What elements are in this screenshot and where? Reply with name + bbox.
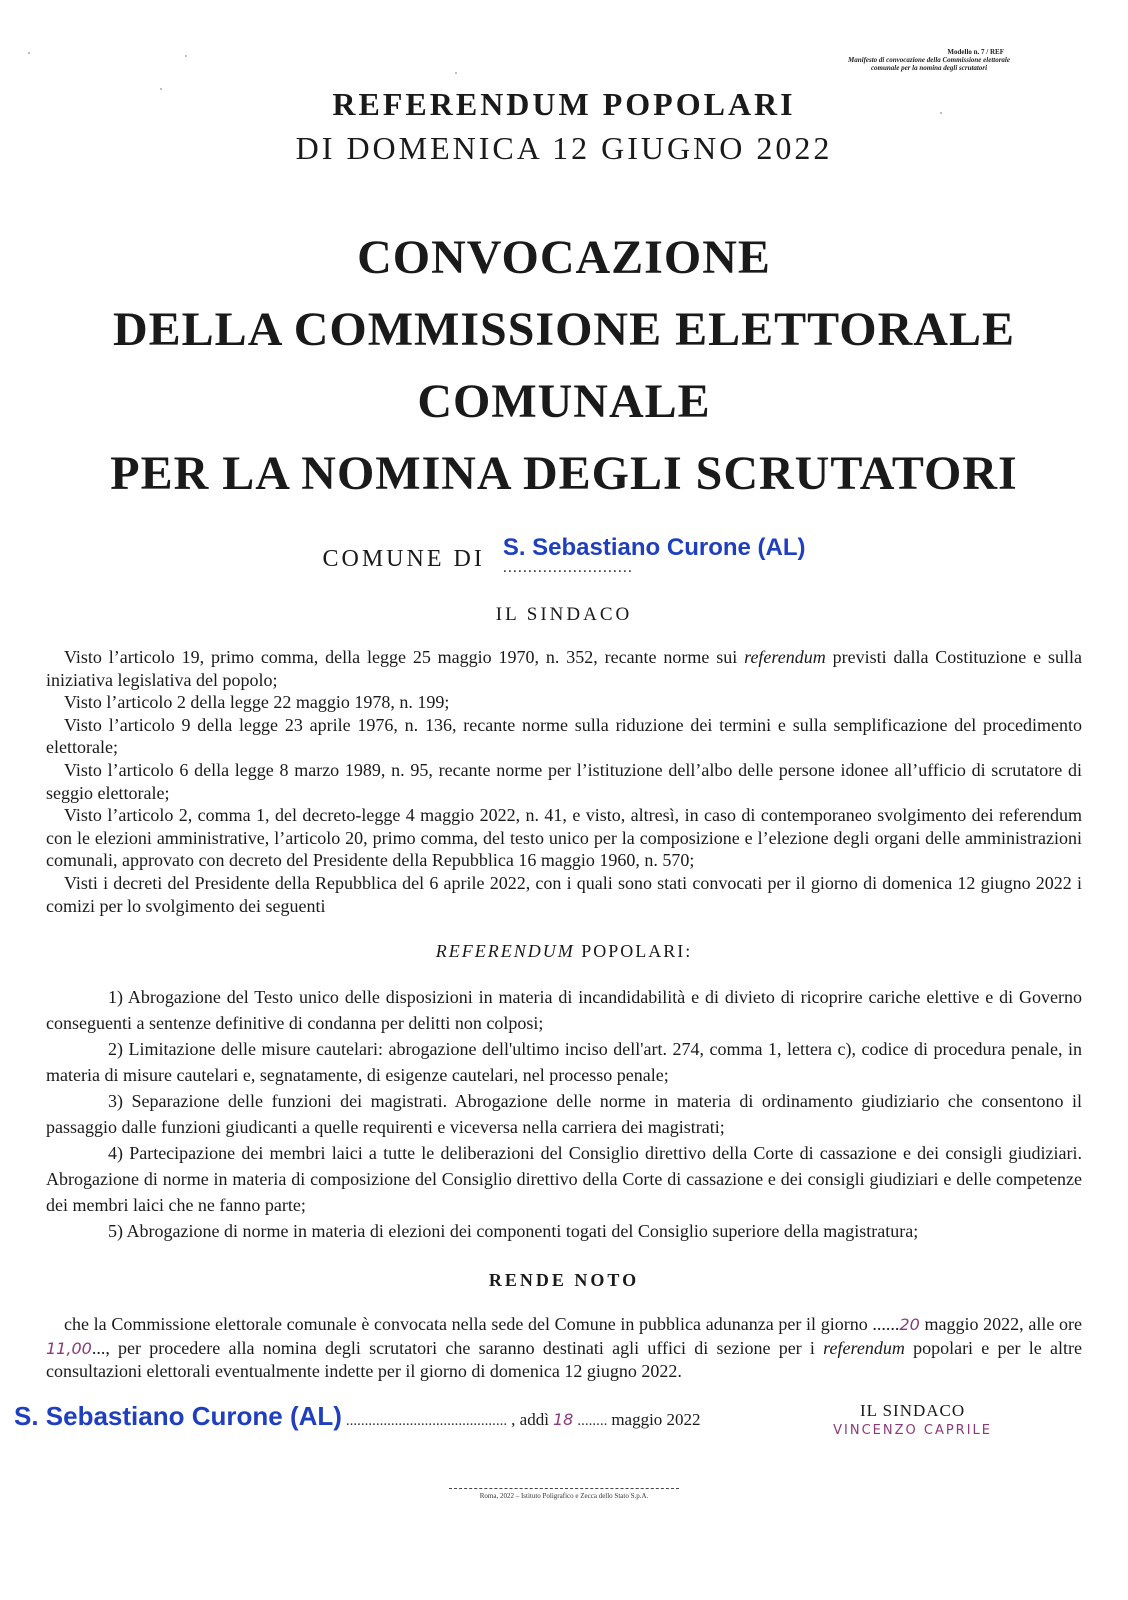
preamble-item: Visto l’articolo 6 della legge 8 marzo 1989, n. 95, recante norme per l’istituzione dell’albo delle persone idonee all’ufficio di scrutatore di seggio elettorale; — [46, 759, 1082, 803]
handwritten-signature-day: 18 — [552, 1409, 574, 1429]
scan-speck — [455, 72, 457, 74]
day-dots: ........ — [577, 1412, 608, 1429]
footer-divider — [449, 1488, 679, 1489]
model-number: Modello n. 7 / REF — [947, 48, 1004, 56]
preamble — [46, 646, 1082, 917]
addi-label: , addì — [511, 1409, 549, 1429]
place-dots: ........................................... — [345, 1412, 508, 1429]
model-description-2: comunale per la nomina degli scrutatori — [870, 64, 988, 72]
handwritten-day: 20 — [899, 1315, 920, 1335]
preamble-item: Visto l’articolo 2, comma 1, del decreto-legge 4 maggio 2022, n. 41, e visto, altresì, in caso di contemporaneo svolgimento dei referendum con le elezioni amministrative, l’articolo 20, primo comma, del testo unico per la composizione e l’elezione degli organi delle amministrazioni comunali, approvato con decreto del Presidente della Repubblica 16 maggio 1960, n. 570; — [46, 805, 1082, 871]
comune-row — [46, 534, 1082, 574]
signature-block — [833, 1401, 992, 1438]
comune-dots: .......................... — [502, 559, 633, 576]
title-line-3: PER LA NOMINA DEGLI SCRUTATORI — [110, 447, 1018, 500]
footer-imprint: Roma, 2022 – Istituto Poligrafico e Zecca dello Stato S.p.A. — [479, 1491, 649, 1500]
referendum-item: 3) Separazione delle funzioni dei magistrati. Abrogazione delle norme in materia di ordinamento giudiziario che consentono il passaggio dalle funzioni giudicanti a quelle requirenti e viceversa nella carriera dei magistrati; — [46, 1091, 1082, 1138]
scan-speck — [940, 112, 942, 114]
referendum-subheading: REFERENDUM POPOLARI: — [435, 941, 693, 962]
preamble-item: Visto l’articolo 2 della legge 22 maggio 1978, n. 199; — [64, 692, 450, 713]
title-line-1: CONVOCAZIONE — [357, 231, 771, 284]
signature-row — [14, 1401, 1082, 1438]
title-line-2: DELLA COMMISSIONE ELETTORALE COMUNALE — [112, 303, 1015, 428]
header-line-2: DI DOMENICA 12 GIUGNO 2022 — [295, 130, 833, 166]
place-date-line — [14, 1401, 701, 1432]
preamble-item: Visto l’articolo 19, primo comma, della legge 25 maggio 1970, n. 352, recante norme sui referendum previsti dalla Costituzione e sulla iniziativa legislativa del popolo; — [46, 647, 1082, 690]
referendum-item: 2) Limitazione delle misure cautelari: abrogazione dell'ultimo inciso dell'art. 274, comma 1, lettera c), codice di procedura penale, in materia di misure cautelari e, segnatamente, di esigenze cautelari, nel processo penale; — [46, 1039, 1082, 1086]
comune-label: COMUNE DI — [322, 546, 485, 572]
comune-stamp: S. Sebastiano Curone (AL) — [502, 534, 806, 561]
handwritten-signature-name: VINCENZO CAPRILE — [833, 1422, 992, 1438]
referendum-item: 5) Abrogazione di norme in materia di elezioni dei componenti togati del Consiglio superiore della magistratura; — [108, 1221, 919, 1242]
header — [46, 82, 1082, 510]
header-line-1: REFERENDUM POPOLARI — [332, 86, 796, 122]
comune-fill — [503, 534, 806, 574]
preamble-item: Visto l’articolo 9 della legge 23 aprile 1976, n. 136, recante norme sulla riduzione dei termini e sulla semplificazione del procedimento elettorale; — [46, 714, 1082, 758]
place-stamp: S. Sebastiano Curone (AL) — [14, 1400, 342, 1431]
notice-paragraph: che la Commissione elettorale comunale è convocata nella sede del Comune in pubblica adunanza per il giorno ......20 maggio 2022, alle ore 11,00..., per procedere alla nomina degli scrutatori che saranno destinati agli uffici di sezione per i referendum popolari e per le altre consultazioni elettorali eventualmente indette per il giorno di domenica 12 giugno 2022. — [46, 1314, 1082, 1382]
month-year: maggio 2022 — [611, 1409, 701, 1429]
form-model-note — [836, 48, 1022, 72]
handwritten-hour: 11,00 — [46, 1338, 92, 1358]
preamble-item: Visti i decreti del Presidente della Repubblica del 6 aprile 2022, con i quali sono stati convocati per il giorno di domenica 12 giugno 2022 i comizi per lo svolgimento dei seguenti — [46, 872, 1082, 916]
signature-title: IL SINDACO — [859, 1400, 966, 1420]
referendum-list — [46, 984, 1082, 1244]
referendum-item: 4) Partecipazione dei membri laici a tutte le deliberazioni del Consiglio direttivo della Corte di cassazione e dei consigli giudiziari. Abrogazione di norme in materia di composizione del Consiglio direttivo della Corte di cassazione e dei consigli giudiziari e delle competenze dei membri laici che ne fanno parte; — [46, 1143, 1082, 1216]
scan-speck — [185, 55, 187, 57]
sindaco-heading: IL SINDACO — [495, 604, 633, 625]
model-description-1: Manifesto di convocazione della Commissione elettorale — [848, 56, 1010, 64]
rende-noto-heading: RENDE NOTO — [488, 1270, 640, 1291]
referendum-item: 1) Abrogazione del Testo unico delle disposizioni in materia di incandidabilità e di divieto di ricoprire cariche elettive e di Governo conseguenti a sentenze definitive di condanna per delitti non colposi; — [46, 987, 1082, 1034]
scan-speck — [28, 52, 30, 54]
footer-block — [46, 1488, 1082, 1500]
scan-speck — [160, 88, 162, 90]
